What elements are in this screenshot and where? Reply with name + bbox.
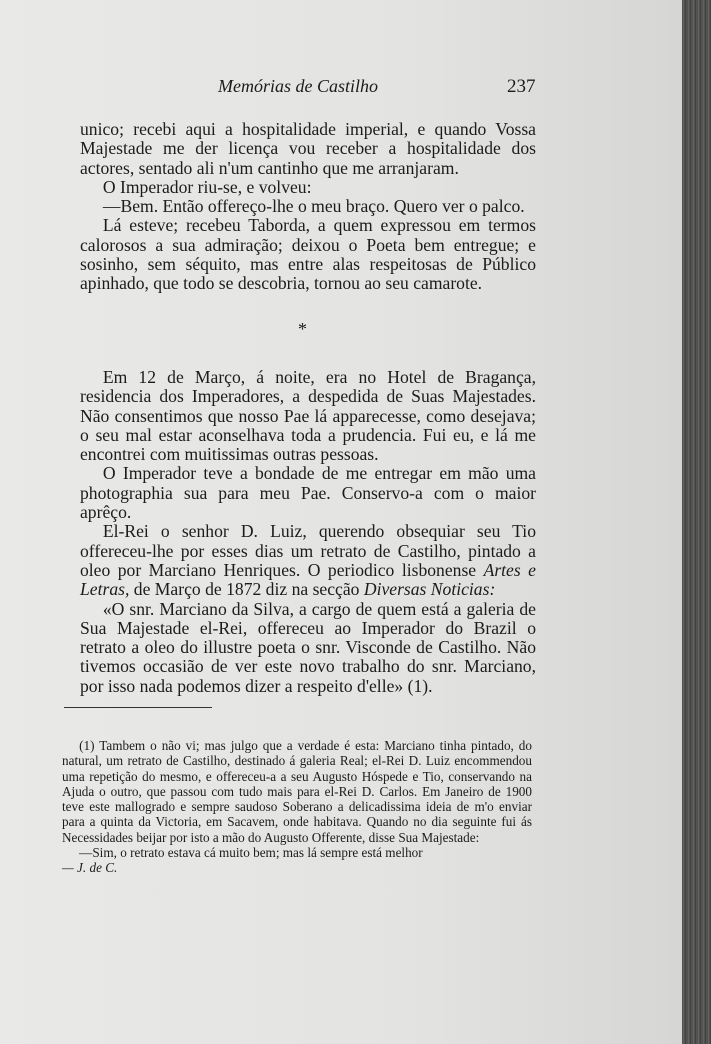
footnote (62, 738, 532, 876)
quotation: «O snr. Marciano da Silva, a cargo de quem está a galeria de Sua Majestade el-Rei, offereceu ao Imperador do Brazil o retrato a oleo do illustre poeta o snr. Visconde de Castilho. Não tivemos occasião de ver este novo trabalho do snr. Marciano, por isso nada podemos dizer a respeito d'elle» (1). (80, 598, 536, 696)
book-page-edge (682, 0, 711, 1044)
body-text-section-1 (80, 120, 536, 294)
paragraph: unico; recebi aqui a hospitalidade imperial, e quando Vossa Majestade me der licença vou receber a hospitalidade dos actores, sentado ali n'um cantinho que me arranjaram. (80, 119, 536, 178)
paragraph: O Imperador riu-se, e volveu: (102, 176, 312, 197)
body-text-section-2 (80, 368, 536, 696)
footnote-rule (64, 707, 212, 708)
footnote-signature: — J. de C. (62, 860, 118, 876)
page-number: 237 (507, 76, 536, 97)
paragraph-text: El-Rei o senhor D. Luiz, querendo obsequiar seu Tio offereceu-lhe por esses dias um retrato de Castilho, pintado a oleo por Marciano Henriques. O periodico lisbonense (80, 521, 536, 580)
paragraph: Lá esteve; recebeu Taborda, a quem expressou em termos calorosos a sua admiração; deixou o Poeta bem entregue; e sosinho, sem séquito, mas entre alas respeitosas de Público apinhado, que todo se descobria, tornou ao seu camarote. (80, 215, 536, 294)
paragraph: —Bem. Então offereço-lhe o meu braço. Quero ver o palco. (102, 196, 525, 217)
journal-title: Artes e Letras, (80, 559, 536, 600)
running-title: Memórias de Castilho (218, 76, 378, 96)
page-header (0, 76, 682, 102)
footnote-paragraph: (1) Tambem o não vi; mas julgo que a verdade é esta: Marciano tinha pintado, do natural, um retrato de Castilho, destinado á galeria Real; el-Rei D. Luiz encommendou uma repetição do mesmo, e offereceu-a a seu Augusto Hóspede e Tio, conservando na Ajuda o outro, que passou com tudo mais para el-Rei D. Carlos. Em Janeiro de 1900 teve este mallogrado e sempre saudoso Soberano a delicadissima ideia de m'o enviar para a quinta da Victoria, em Sacavem, onde habitava. Quando no dia seguinte fui ás Necessidades beijar por isto a mão do Augusto Offerente, disse Sua Majestade: (62, 738, 532, 845)
footnote-paragraph: —Sim, o retrato estava cá muito bem; mas lá sempre está melhor (79, 845, 423, 861)
paragraph: O Imperador teve a bondade de me entregar em mão uma photographia sua para meu Pae. Conservo-a com o maior aprêço. (80, 463, 536, 523)
paragraph-text: de Março de 1872 diz na secção (129, 579, 364, 600)
section-title: Diversas Noticias: (363, 579, 496, 600)
paragraph: Em 12 de Março, á noite, era no Hotel de Bragança, residencia dos Imperadores, a despedida de Suas Majestades. Não consentimos que nosso Pae lá apparecesse, como desejava; o seu mal estar aconselhava toda a prudencia. Fui eu, e lá me encontrei com muitissimas outras pessoas. (80, 367, 536, 465)
section-separator: * (298, 319, 307, 339)
paragraph (80, 522, 536, 599)
